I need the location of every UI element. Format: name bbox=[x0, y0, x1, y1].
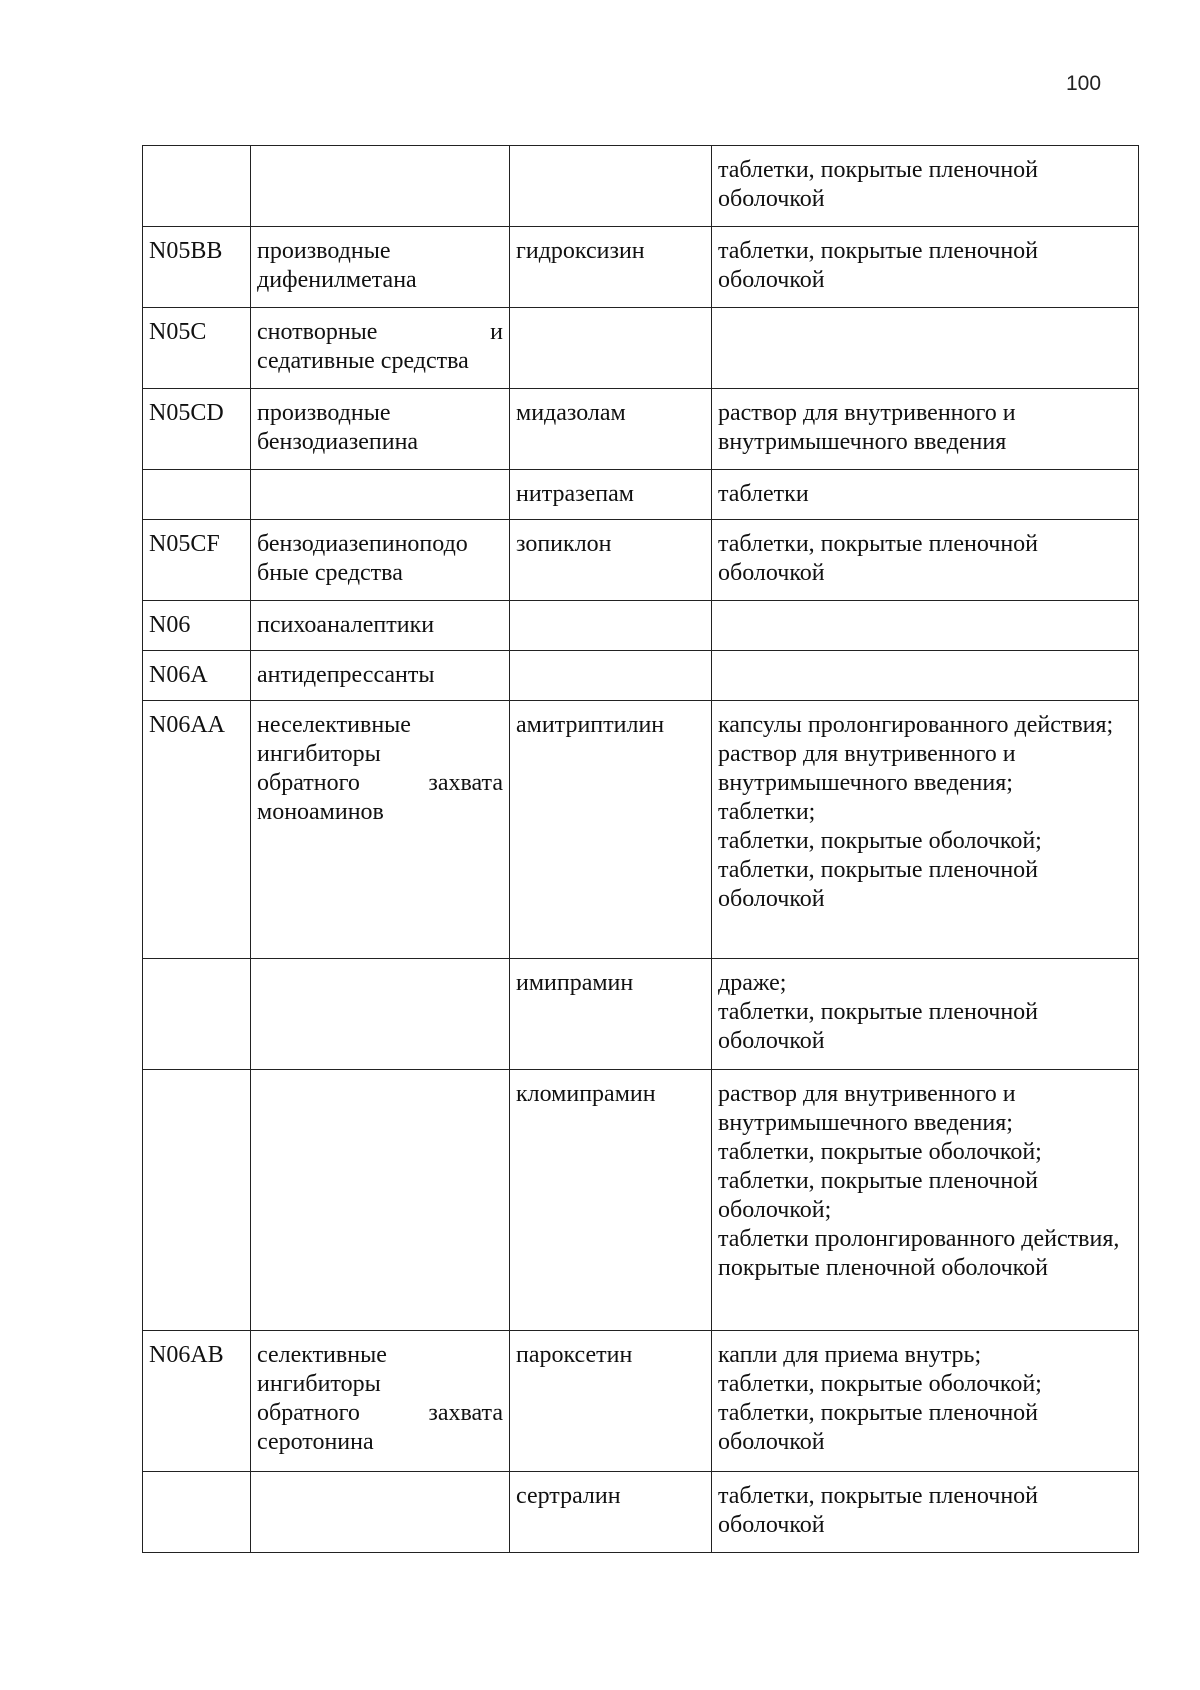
dosage-form-cell bbox=[712, 308, 1139, 389]
drug-name-cell bbox=[510, 146, 712, 227]
drug-name-cell bbox=[510, 308, 712, 389]
dosage-form-item: таблетки, покрытые пленочной оболочкой bbox=[718, 531, 1039, 586]
pharmacological-group-cell bbox=[251, 959, 510, 1070]
dosage-form-item: таблетки, покрытые пленочной оболочкой bbox=[718, 1483, 1039, 1538]
table-row bbox=[143, 146, 1139, 227]
table-row bbox=[143, 227, 1139, 308]
atc-code-cell bbox=[143, 959, 251, 1070]
dosage-form-cell bbox=[712, 389, 1139, 470]
pharmacological-group-cell bbox=[251, 470, 510, 520]
table-row bbox=[143, 651, 1139, 701]
group-text-line: производные bbox=[257, 400, 391, 426]
table-row bbox=[143, 701, 1139, 959]
dosage-form-cell bbox=[712, 601, 1139, 651]
atc-code-cell: N06AB bbox=[143, 1331, 251, 1472]
table-row bbox=[143, 520, 1139, 601]
atc-code-cell bbox=[143, 1472, 251, 1553]
drug-name-cell: кломипрамин bbox=[510, 1070, 712, 1331]
dosage-form-item: таблетки, покрытые пленочной оболочкой bbox=[718, 1400, 1039, 1455]
drug-name-cell: имипрамин bbox=[510, 959, 712, 1070]
atc-code-cell: N05CD bbox=[143, 389, 251, 470]
pharmacological-group-cell bbox=[251, 389, 510, 470]
atc-code-cell: N06 bbox=[143, 601, 251, 651]
atc-code-cell: N06AA bbox=[143, 701, 251, 959]
group-word: снотворные bbox=[257, 319, 378, 345]
drug-name-cell: зопиклон bbox=[510, 520, 712, 601]
dosage-form-item: раствор для внутривенного и внутримышечного введения; bbox=[718, 741, 1016, 796]
dosage-form-cell bbox=[712, 520, 1139, 601]
drug-name-cell: нитразепам bbox=[510, 470, 712, 520]
drug-table bbox=[142, 145, 1139, 1553]
pharmacological-group-cell bbox=[251, 1331, 510, 1472]
group-word: обратного bbox=[257, 770, 360, 796]
pharmacological-group-cell bbox=[251, 1472, 510, 1553]
dosage-form-cell bbox=[712, 146, 1139, 227]
table-body bbox=[143, 146, 1139, 1553]
atc-code-cell: N05CF bbox=[143, 520, 251, 601]
group-text-line: седативные средства bbox=[257, 348, 469, 374]
dosage-form-item: таблетки, покрытые пленочной оболочкой bbox=[718, 238, 1039, 293]
dosage-form-item: таблетки пролонгированного действия, покрытые пленочной оболочкой bbox=[718, 1226, 1120, 1281]
pharmacological-group-cell bbox=[251, 520, 510, 601]
table-row bbox=[143, 1331, 1139, 1472]
group-text-line: ингибиторы bbox=[257, 1371, 381, 1397]
atc-code-cell bbox=[143, 1070, 251, 1331]
dosage-form-cell bbox=[712, 1070, 1139, 1331]
group-text-line bbox=[257, 769, 503, 798]
table-row bbox=[143, 601, 1139, 651]
table-row bbox=[143, 1070, 1139, 1331]
pharmacological-group-cell bbox=[251, 651, 510, 701]
group-word: обратного bbox=[257, 1400, 360, 1426]
table-row bbox=[143, 470, 1139, 520]
dosage-form-cell bbox=[712, 959, 1139, 1070]
drug-name-cell: гидроксизин bbox=[510, 227, 712, 308]
drug-name-cell bbox=[510, 601, 712, 651]
dosage-form-item: таблетки, покрытые пленочной оболочкой bbox=[718, 157, 1039, 212]
dosage-form-item: капли для приема внутрь; bbox=[718, 1342, 982, 1368]
dosage-form-item: таблетки, покрытые оболочкой; bbox=[718, 1371, 1042, 1397]
dosage-form-item: таблетки, покрытые пленочной оболочкой; bbox=[718, 1168, 1039, 1223]
dosage-form-item: таблетки, покрытые пленочной оболочкой bbox=[718, 857, 1039, 912]
dosage-form-cell bbox=[712, 651, 1139, 701]
page-number: 100 bbox=[1066, 72, 1102, 95]
pharmacological-group-cell bbox=[251, 601, 510, 651]
table-row bbox=[143, 308, 1139, 389]
group-word: захвата bbox=[428, 770, 503, 796]
dosage-form-cell bbox=[712, 227, 1139, 308]
atc-code-cell: N05BB bbox=[143, 227, 251, 308]
dosage-form-item: таблетки; bbox=[718, 799, 816, 825]
dosage-form-item: раствор для внутривенного и внутримышечного введения bbox=[718, 400, 1016, 455]
dosage-form-item: таблетки bbox=[718, 481, 809, 507]
atc-code-cell: N05C bbox=[143, 308, 251, 389]
pharmacological-group-cell bbox=[251, 308, 510, 389]
group-text-line: антидепрессанты bbox=[257, 662, 435, 688]
dosage-form-item: раствор для внутривенного и внутримышечного введения; bbox=[718, 1081, 1016, 1136]
dosage-form-cell bbox=[712, 1472, 1139, 1553]
pharmacological-group-cell bbox=[251, 701, 510, 959]
drug-name-cell: амитриптилин bbox=[510, 701, 712, 959]
group-text-line: производные bbox=[257, 238, 391, 264]
atc-code-cell bbox=[143, 470, 251, 520]
group-text-line: бные средства bbox=[257, 560, 403, 586]
group-text-line: бензодиазепина bbox=[257, 429, 419, 455]
dosage-form-cell bbox=[712, 1331, 1139, 1472]
dosage-form-item: капсулы пролонгированного действия; bbox=[718, 712, 1114, 738]
drug-name-cell: сертралин bbox=[510, 1472, 712, 1553]
group-text-line bbox=[257, 1399, 503, 1428]
group-text-line: селективные bbox=[257, 1342, 387, 1368]
atc-code-cell bbox=[143, 146, 251, 227]
pharmacological-group-cell bbox=[251, 1070, 510, 1331]
table-row bbox=[143, 959, 1139, 1070]
dosage-form-item: драже; bbox=[718, 970, 787, 996]
pharmacological-group-cell bbox=[251, 146, 510, 227]
dosage-form-item: таблетки, покрытые пленочной оболочкой bbox=[718, 999, 1039, 1054]
dosage-form-item: таблетки, покрытые оболочкой; bbox=[718, 1139, 1042, 1165]
group-text-line bbox=[257, 318, 503, 347]
group-text-line: неселективные bbox=[257, 712, 411, 738]
group-text-line: моноаминов bbox=[257, 799, 384, 825]
dosage-form-item: таблетки, покрытые оболочкой; bbox=[718, 828, 1042, 854]
drug-name-cell: мидазолам bbox=[510, 389, 712, 470]
group-text-line: серотонина bbox=[257, 1429, 374, 1455]
group-text-line: бензодиазепиноподо bbox=[257, 531, 468, 557]
group-word: и bbox=[490, 319, 503, 345]
atc-code-cell: N06A bbox=[143, 651, 251, 701]
group-text-line: психоаналептики bbox=[257, 612, 435, 638]
pharmacological-group-cell bbox=[251, 227, 510, 308]
dosage-form-cell bbox=[712, 701, 1139, 959]
dosage-form-cell bbox=[712, 470, 1139, 520]
drug-name-cell bbox=[510, 651, 712, 701]
drug-name-cell: пароксетин bbox=[510, 1331, 712, 1472]
table-row bbox=[143, 389, 1139, 470]
group-text-line: ингибиторы bbox=[257, 741, 381, 767]
group-text-line: дифенилметана bbox=[257, 267, 417, 293]
table-row bbox=[143, 1472, 1139, 1553]
group-word: захвата bbox=[428, 1400, 503, 1426]
